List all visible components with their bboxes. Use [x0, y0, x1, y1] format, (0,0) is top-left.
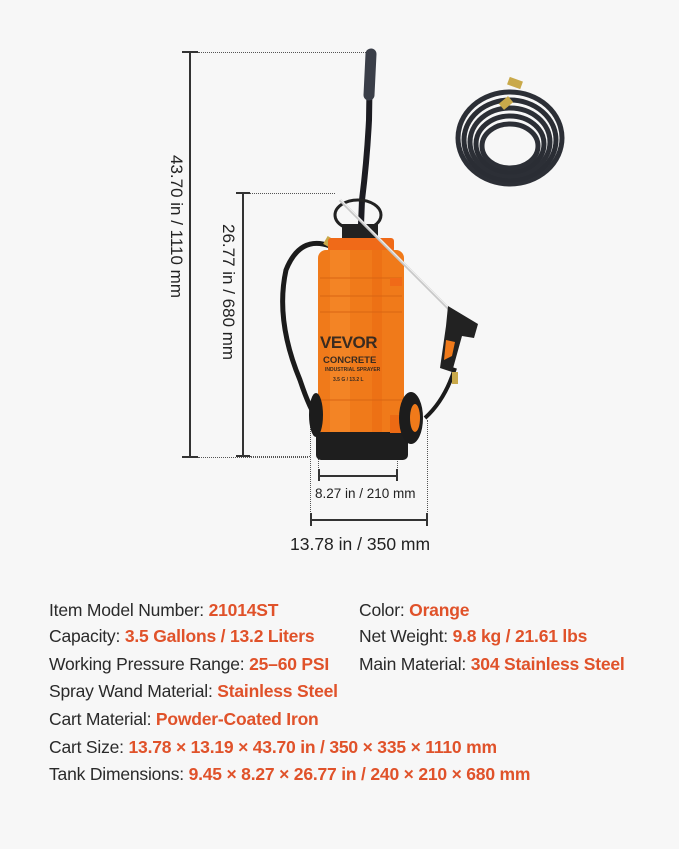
total-height-label: 43.70 in / 1110 mm — [167, 155, 186, 299]
spec-pressure: Working Pressure Range: 25–60 PSI — [49, 654, 330, 674]
spec-capacity: Capacity: 3.5 Gallons / 13.2 Liters — [49, 626, 315, 646]
spec-cart-size: Cart Size: 13.78 × 13.19 × 43.70 in / 350 × 335 × 1110 mm — [49, 737, 497, 757]
tank-label-sprayer: INDUSTRIAL SPRAYER — [325, 367, 381, 373]
spec-cart-material: Cart Material: Powder-Coated Iron — [49, 709, 319, 729]
spec-net-weight: Net Weight: 9.8 kg / 21.61 lbs — [359, 626, 588, 646]
tank-label-capacity: 3.5 G / 13.2 L — [333, 377, 364, 383]
brand-logo: VEVOR — [320, 333, 378, 352]
spec-model: Item Model Number: 21014ST — [49, 600, 279, 620]
spec-wand-material: Spray Wand Material: Stainless Steel — [49, 681, 338, 701]
cart-width-label: 13.78 in / 350 mm — [290, 534, 431, 554]
spec-main-material: Main Material: 304 Stainless Steel — [359, 654, 625, 674]
spec-color: Color: Orange — [359, 600, 470, 620]
coiled-hose — [458, 77, 562, 184]
tank-width-label: 8.27 in / 210 mm — [315, 486, 416, 501]
cart-handle — [335, 54, 381, 250]
tank-height-label: 26.77 in / 680 mm — [219, 224, 238, 361]
tank-label-concrete: CONCRETE — [323, 355, 377, 366]
spec-tank-dimensions: Tank Dimensions: 9.45 × 8.27 × 26.77 in / 240 × 210 × 680 mm — [49, 764, 531, 784]
